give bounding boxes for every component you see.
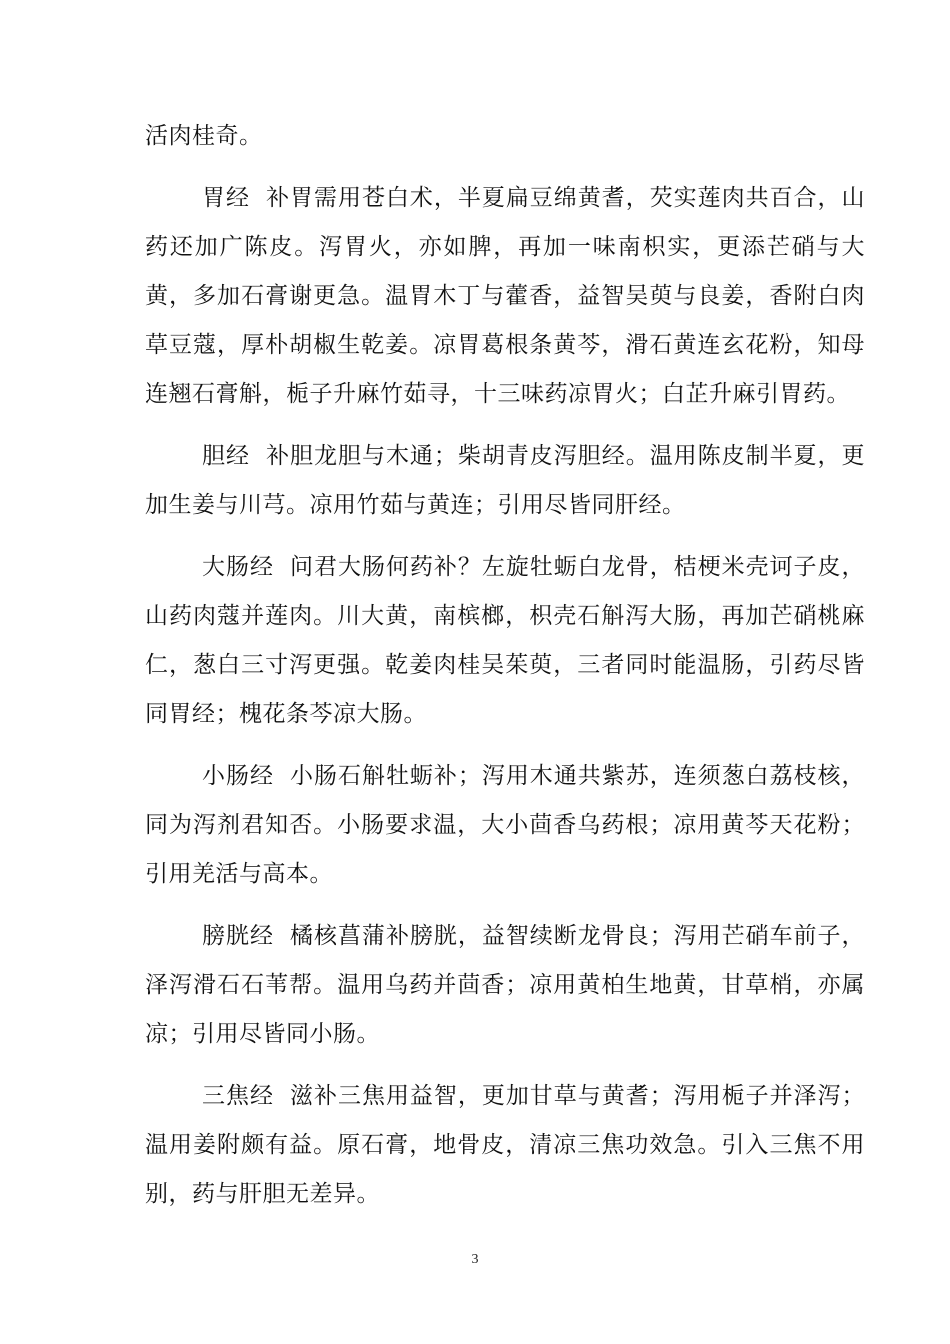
paragraph-text: 补胃需用苍白术，半夏扁豆绵黄耆，芡实莲肉共百合，山药还加广陈皮。泻胃火，亦如脾，再加一味南枳实，更添芒硝与大黄，多加石膏谢更急。温胃木丁与藿香，益智吴萸与良姜，香附白肉草豆蔻，厚朴胡椒生乾姜。凉胃葛根条黄芩，滑石黄连玄花粉，知母连翘石膏斛，栀子升麻竹茹寻，十三味药凉胃火；白芷升麻引胃药。 bbox=[145, 185, 866, 407]
page-number: 3 bbox=[471, 1252, 479, 1267]
paragraph-text: 滋补三焦用益智，更加甘草与黄耆；泻用栀子并泽泻；温用姜附颇有益。原石膏，地骨皮，清凉三焦功效急。引入三焦不用别，药与肝胆无差异。 bbox=[145, 1083, 866, 1207]
paragraph-bladder-meridian bbox=[145, 912, 865, 1059]
paragraph-text: 活肉桂奇。 bbox=[145, 123, 263, 149]
paragraph-heading: 大肠经 bbox=[202, 554, 274, 580]
body-text bbox=[145, 112, 865, 1232]
paragraph-small-intestine-meridian bbox=[145, 752, 865, 899]
paragraph-heading: 三焦经 bbox=[202, 1083, 274, 1109]
paragraph-heading: 胃经 bbox=[202, 185, 250, 211]
paragraph-heading: 小肠经 bbox=[202, 763, 274, 789]
paragraph-gallbladder-meridian bbox=[145, 432, 865, 530]
paragraph-continuation bbox=[145, 112, 865, 161]
paragraph-text: 小肠石斛牡蛎补；泻用木通共紫苏，连须葱白荔枝核，同为泻剂君知否。小肠要求温，大小茴香乌药根；凉用黄芩天花粉；引用羌活与高本。 bbox=[145, 763, 866, 887]
paragraph-stomach-meridian bbox=[145, 174, 865, 419]
paragraph-text: 橘核菖蒲补膀胱，益智续断龙骨良；泻用芒硝车前子，泽泻滑石石苇帮。温用乌药并茴香；凉用黄柏生地黄，甘草梢，亦属凉；引用尽皆同小肠。 bbox=[145, 923, 866, 1047]
paragraph-text: 补胆龙胆与木通；柴胡青皮泻胆经。温用陈皮制半夏，更加生姜与川芎。凉用竹茹与黄连；引用尽皆同肝经。 bbox=[145, 443, 866, 518]
paragraph-heading: 膀胱经 bbox=[202, 923, 274, 949]
paragraph-large-intestine-meridian bbox=[145, 543, 865, 739]
paragraph-triple-burner-meridian bbox=[145, 1072, 865, 1219]
paragraph-heading: 胆经 bbox=[202, 443, 250, 469]
paragraph-text: 问君大肠何药补？左旋牡蛎白龙骨，桔梗米壳诃子皮，山药肉蔻并莲肉。川大黄，南槟榔，枳壳石斛泻大肠，再加芒硝桃麻仁，葱白三寸泻更强。乾姜肉桂吴茱萸，三者同时能温肠，引药尽皆同胃经；槐花条芩凉大肠。 bbox=[145, 554, 866, 727]
